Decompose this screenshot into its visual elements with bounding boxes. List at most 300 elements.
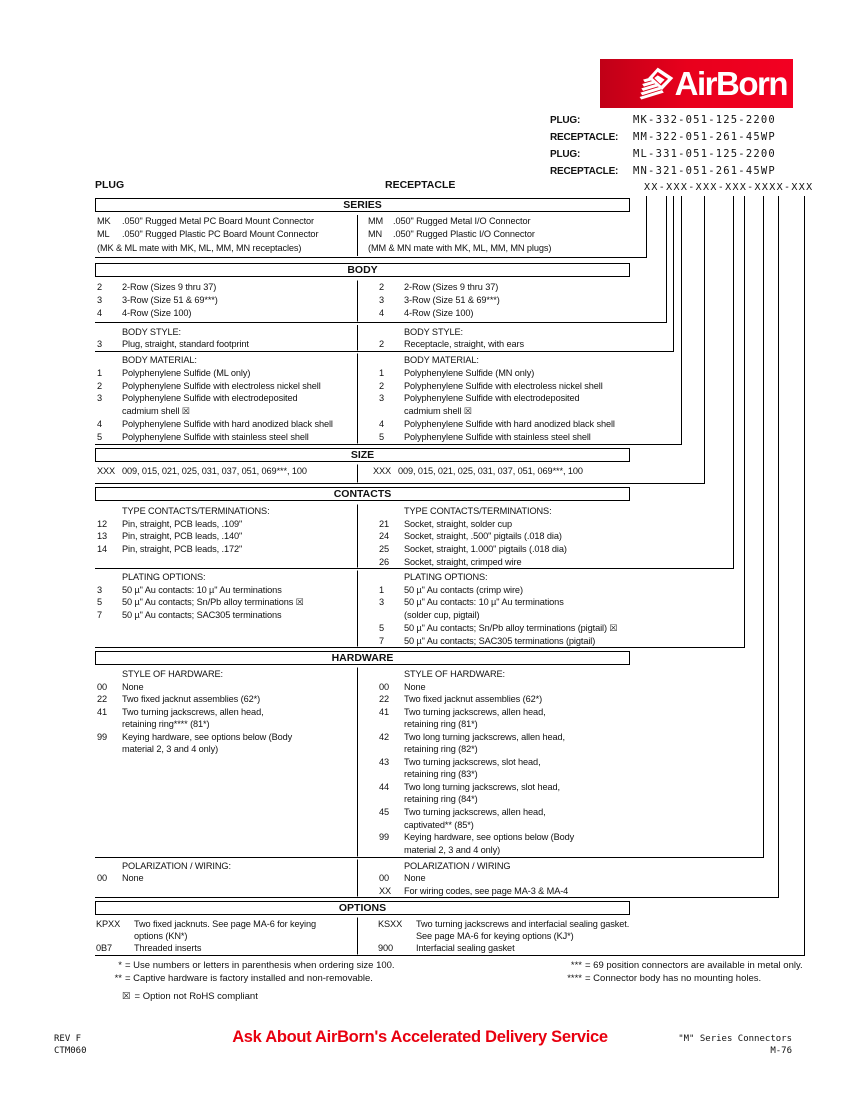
part-number-example-value: MN-321-051-261-45WP xyxy=(633,165,776,177)
option-text: Polyphenylene Sulfide with electrodeposited xyxy=(404,393,580,404)
option-code: 12 xyxy=(97,518,108,529)
option-text: retaining ring (81*) xyxy=(404,719,478,730)
contact-type-row xyxy=(97,530,357,543)
option-text: options (KN*) xyxy=(134,931,188,942)
part-number-example-row xyxy=(550,165,776,182)
part-number-example-label: RECEPTACLE: xyxy=(550,166,619,177)
hardware-row xyxy=(379,781,630,794)
option-text: retaining ring**** (81*) xyxy=(122,719,210,730)
plating-row xyxy=(379,635,630,648)
option-code: 2 xyxy=(97,282,103,292)
hardware-row xyxy=(379,743,630,756)
body-material-receptacle-column xyxy=(357,354,630,443)
series-row xyxy=(368,228,630,241)
option-text: .050" Rugged Plastic I/O Connector xyxy=(393,229,535,240)
plating-row xyxy=(97,596,357,609)
option-text: 2-Row (Sizes 9 thru 37) xyxy=(122,282,217,292)
airborn-logo-mark-icon xyxy=(637,65,675,103)
contacts-type-receptacle-column xyxy=(357,505,630,567)
options-band xyxy=(95,916,630,954)
option-code xyxy=(97,718,122,731)
option-text: Two fixed jacknut assemblies (62*) xyxy=(404,694,543,705)
option-code: 3 xyxy=(379,295,385,305)
option-text: Polyphenylene Sulfide with stainless steel shell xyxy=(404,431,591,442)
body-material-plug-column xyxy=(95,354,357,443)
option-code xyxy=(378,930,416,942)
size-plug-column xyxy=(95,465,357,482)
footer-tagline: Ask About AirBorn's Accelerated Delivery Service xyxy=(232,1028,608,1046)
series-row xyxy=(97,215,357,228)
body-material-row xyxy=(379,418,630,431)
contacts-type-band xyxy=(95,503,630,567)
option-text: Polyphenylene Sulfide with electroless nickel shell xyxy=(122,380,321,391)
option-text: captivated** (85*) xyxy=(404,819,474,830)
option-text: Plug, straight, standard footprint xyxy=(122,339,249,349)
option-code: 5 xyxy=(97,431,103,442)
polarization-plug-column xyxy=(95,860,357,896)
plating-receptacle-column xyxy=(357,571,630,646)
option-code: MM xyxy=(368,216,384,226)
option-text: None xyxy=(122,873,144,884)
option-text: material 2, 3 and 4 only) xyxy=(404,844,501,855)
option-text: 009, 015, 021, 025, 031, 037, 051, 069***, 100 xyxy=(398,466,583,476)
option-text: 50 µ" Au contacts; SAC305 terminations (pigtail) xyxy=(404,635,596,646)
option-text: retaining ring (82*) xyxy=(404,744,478,755)
section-title-hardware: HARDWARE xyxy=(95,651,630,665)
option-code: 00 xyxy=(97,873,108,884)
option-text: Pin, straight, PCB leads, .172" xyxy=(122,544,243,555)
footnote xyxy=(552,972,803,985)
option-text: 50 µ" Au contacts; Sn/Pb alloy terminations ☒ xyxy=(122,597,304,608)
option-code: 45 xyxy=(379,807,390,818)
series-row xyxy=(368,215,630,228)
footnote xyxy=(552,959,803,972)
contact-type-row xyxy=(97,543,357,556)
series-receptacle-column xyxy=(357,215,630,257)
option-code: 7 xyxy=(97,610,103,621)
option-text: Keying hardware, see options below (Body xyxy=(122,731,293,742)
option-code: 3 xyxy=(379,597,385,608)
option-code: 00 xyxy=(379,681,390,692)
option-code: XXX xyxy=(97,466,116,476)
subsection-heading: PLATING OPTIONS: xyxy=(122,572,206,582)
plating-plug-column xyxy=(95,571,357,646)
option-code: 2 xyxy=(379,380,385,391)
plating-row xyxy=(379,584,630,597)
body-style-row xyxy=(97,338,357,350)
option-code: 42 xyxy=(379,731,390,742)
option-code: KPXX xyxy=(96,919,121,929)
option-text: cadmium shell ☒ xyxy=(122,406,191,417)
polarization-row xyxy=(379,885,630,897)
option-text: .050" Rugged Plastic PC Board Mount Connector xyxy=(122,229,319,240)
option-text: Socket, straight, .500" pigtails (.018 dia) xyxy=(404,531,562,542)
option-text: Pin, straight, PCB leads, .140" xyxy=(122,531,243,542)
hardware-row xyxy=(379,731,630,744)
footnotes-right xyxy=(552,959,803,985)
options-row xyxy=(378,942,630,954)
plating-row xyxy=(97,584,357,597)
option-text: Receptacle, straight, with ears xyxy=(404,339,524,349)
polarization-band xyxy=(95,858,630,896)
plug-column-header: PLUG xyxy=(95,179,125,191)
option-text: 3-Row (Size 51 & 69***) xyxy=(404,295,500,305)
options-plug-column xyxy=(95,918,357,954)
part-number-example-value: ML-331-051-125-2200 xyxy=(633,148,776,160)
options-row xyxy=(378,918,630,930)
hardware-row xyxy=(379,793,630,806)
option-code xyxy=(97,405,122,418)
series-row xyxy=(97,228,357,241)
option-code: 1 xyxy=(379,367,385,378)
footnote-marker: *** xyxy=(570,960,582,971)
option-text: 50 µ" Au contacts; Sn/Pb alloy terminations (pigtail) ☒ xyxy=(404,622,618,633)
body-row xyxy=(97,281,357,294)
subsection-heading: BODY STYLE: xyxy=(404,327,463,337)
polarization-row xyxy=(379,872,630,884)
size-receptacle-column xyxy=(357,465,630,482)
footnote-marker: ** xyxy=(114,973,122,984)
subsection-heading: TYPE CONTACTS/TERMINATIONS: xyxy=(404,506,552,516)
polarization-receptacle-column xyxy=(357,860,630,896)
option-text: Keying hardware, see options below (Body xyxy=(404,832,575,843)
boxed-x-icon: ☒ xyxy=(122,991,131,1002)
hardware-row xyxy=(379,819,630,832)
part-number-example-row xyxy=(550,131,776,148)
body-style-plug-column xyxy=(95,326,357,350)
contact-type-row xyxy=(379,518,630,531)
hardware-row xyxy=(379,681,630,694)
option-code: 41 xyxy=(379,706,390,717)
option-text: Threaded inserts xyxy=(134,943,202,954)
option-code: XX xyxy=(379,885,392,896)
body-style-band xyxy=(95,324,630,350)
option-text: Polyphenylene Sulfide with hard anodized black shell xyxy=(404,418,615,429)
option-text: None xyxy=(122,681,144,692)
option-code: 1 xyxy=(97,367,103,378)
options-row xyxy=(96,942,357,954)
part-number-example-label: PLUG: xyxy=(550,115,581,126)
option-text: Two long turning jackscrews, allen head, xyxy=(404,731,565,742)
option-code: 00 xyxy=(97,681,108,692)
hardware-row xyxy=(379,768,630,781)
option-code: XXX xyxy=(373,466,392,476)
part-number-example-value: MM-322-051-261-45WP xyxy=(633,131,776,143)
hardware-row xyxy=(97,718,357,731)
hardware-row xyxy=(379,693,630,706)
hardware-plug-column xyxy=(95,668,357,856)
option-code: MK xyxy=(97,216,111,226)
subsection-heading: STYLE OF HARDWARE: xyxy=(404,669,505,679)
option-text: Polyphenylene Sulfide with electrodeposited xyxy=(122,393,298,404)
hardware-row xyxy=(379,844,630,857)
option-text: Two long turning jackscrews, slot head, xyxy=(404,781,560,792)
body-material-row xyxy=(379,367,630,380)
footer-revision: REV F xyxy=(54,1034,82,1044)
option-code xyxy=(379,793,404,806)
body-row xyxy=(379,307,630,320)
series-plug-note: (MK & ML mate with MK, ML, MM, MN receptacles) xyxy=(97,242,302,253)
body-material-row xyxy=(97,392,357,405)
body-style-row xyxy=(379,338,630,350)
plating-row xyxy=(379,622,630,635)
body-rows-receptacle-column xyxy=(357,281,630,322)
footer-series-block xyxy=(678,1034,792,1057)
option-code: 21 xyxy=(379,518,390,529)
option-text: Socket, straight, solder cup xyxy=(404,518,513,529)
option-text: Two turning jackscrews and interfacial sealing gasket. xyxy=(416,919,630,929)
plating-row xyxy=(379,609,630,622)
option-code: 2 xyxy=(97,380,103,391)
footnote xyxy=(96,972,395,985)
body-rows-plug-column xyxy=(95,281,357,322)
airborn-logo-text: AirBorn xyxy=(674,65,787,102)
option-text: Interfacial sealing gasket xyxy=(416,943,515,954)
option-code xyxy=(379,718,404,731)
option-code: 13 xyxy=(97,531,108,542)
option-text: Two turning jackscrews, allen head, xyxy=(404,807,546,818)
part-number-example-row xyxy=(550,148,776,165)
option-text: Socket, straight, 1.000" pigtails (.018 dia) xyxy=(404,544,567,555)
option-code: 4 xyxy=(379,308,385,318)
option-text: cadmium shell ☒ xyxy=(404,406,473,417)
option-code: 2 xyxy=(379,339,385,349)
option-code xyxy=(379,819,404,832)
rohs-footnote xyxy=(122,991,258,1002)
part-number-example-row xyxy=(550,114,776,131)
body-row xyxy=(97,307,357,320)
option-text: 50 µ" Au contacts: 10 µ" Au terminations xyxy=(404,597,564,608)
option-code: 00 xyxy=(379,873,390,884)
footnote-marker: **** xyxy=(567,973,582,984)
plating-band xyxy=(95,569,630,646)
option-text: retaining ring (84*) xyxy=(404,794,478,805)
option-code: 900 xyxy=(378,943,394,954)
option-text: 4-Row (Size 100) xyxy=(404,308,474,318)
series-band xyxy=(95,213,630,257)
footer-series-name: "M" Series Connectors xyxy=(678,1034,792,1044)
option-code: MN xyxy=(368,229,383,240)
footnote-marker: * xyxy=(118,960,122,971)
option-code: 3 xyxy=(97,393,103,404)
footer-page-number: M-76 xyxy=(770,1045,792,1056)
contact-type-row xyxy=(379,543,630,556)
plating-row xyxy=(97,609,357,622)
contact-type-row xyxy=(97,518,357,531)
footnotes-left xyxy=(96,959,395,985)
option-text: 2-Row (Sizes 9 thru 37) xyxy=(404,282,499,292)
hardware-row xyxy=(97,731,357,744)
option-code: 99 xyxy=(97,731,108,742)
option-text: material 2, 3 and 4 only) xyxy=(122,744,219,755)
option-text: (solder cup, pigtail) xyxy=(404,610,480,621)
option-text: 3-Row (Size 51 & 69***) xyxy=(122,295,218,305)
option-text: .050" Rugged Metal PC Board Mount Connector xyxy=(122,216,315,226)
subsection-heading: STYLE OF HARDWARE: xyxy=(122,669,223,679)
hardware-row xyxy=(379,831,630,844)
part-number-examples xyxy=(550,114,776,182)
option-code: 43 xyxy=(379,756,390,767)
option-text: For wiring codes, see page MA-3 & MA-4 xyxy=(404,885,569,896)
option-code: 41 xyxy=(97,706,108,717)
options-receptacle-column xyxy=(357,918,630,954)
option-text: .050" Rugged Metal I/O Connector xyxy=(393,216,531,226)
option-code xyxy=(379,844,404,857)
body-row xyxy=(379,294,630,307)
footnote-text: = Captive hardware is factory installed and non-removable. xyxy=(125,973,373,984)
body-row xyxy=(97,294,357,307)
airborn-logo xyxy=(600,59,793,108)
section-title-options: OPTIONS xyxy=(95,901,630,915)
option-code: 4 xyxy=(97,418,103,429)
options-row xyxy=(378,930,630,942)
option-text: Polyphenylene Sulfide with hard anodized black shell xyxy=(122,418,333,429)
body-material-row xyxy=(379,380,630,393)
option-code: 22 xyxy=(97,694,108,705)
option-code: KSXX xyxy=(378,919,403,929)
body-material-row xyxy=(97,431,357,444)
option-code xyxy=(379,743,404,756)
part-number-mask: XX-XXX-XXX-XXX-XXXX-XXX xyxy=(644,182,814,193)
section-title-body: BODY xyxy=(95,263,630,277)
option-text: None xyxy=(404,681,426,692)
option-code: 7 xyxy=(379,635,385,646)
option-code: 26 xyxy=(379,556,390,567)
option-code: 99 xyxy=(379,832,390,843)
body-material-row xyxy=(379,405,630,418)
body-material-row xyxy=(379,392,630,405)
contacts-type-plug-column xyxy=(95,505,357,567)
option-code: 5 xyxy=(379,431,385,442)
hardware-receptacle-column xyxy=(357,668,630,856)
contact-type-row xyxy=(379,556,630,569)
option-text: Polyphenylene Sulfide with stainless steel shell xyxy=(122,431,309,442)
hardware-style-band xyxy=(95,666,630,856)
body-material-row xyxy=(97,418,357,431)
receptacle-column-header: RECEPTACLE xyxy=(385,179,456,191)
hardware-row xyxy=(379,706,630,719)
body-material-row xyxy=(379,431,630,444)
footnote-text: = Use numbers or letters in parenthesis when ordering size 100. xyxy=(125,960,395,971)
option-code: 1 xyxy=(379,584,385,595)
option-code: ML xyxy=(97,229,110,240)
footnote-text: = Connector body has no mounting holes. xyxy=(585,973,762,984)
part-number-example-label: RECEPTACLE: xyxy=(550,132,619,143)
option-code: 24 xyxy=(379,531,390,542)
option-code: 5 xyxy=(97,597,103,608)
hardware-row xyxy=(97,706,357,719)
option-code: 3 xyxy=(379,393,385,404)
option-code: 4 xyxy=(379,418,385,429)
option-text: Polyphenylene Sulfide with electroless nickel shell xyxy=(404,380,603,391)
series-receptacle-note: (MM & MN mate with MK, ML, MM, MN plugs) xyxy=(368,242,552,253)
body-rows-band xyxy=(95,279,630,322)
option-code: 44 xyxy=(379,781,390,792)
option-code: 3 xyxy=(97,295,103,305)
option-text: Two turning jackscrews, slot head, xyxy=(404,756,541,767)
option-code: 4 xyxy=(97,308,103,318)
option-text: Polyphenylene Sulfide (MN only) xyxy=(404,367,535,378)
option-code xyxy=(96,930,134,942)
option-code: 3 xyxy=(97,584,103,595)
body-material-row xyxy=(97,405,357,418)
option-code: 22 xyxy=(379,694,390,705)
option-text: See page MA-6 for keying options (KJ*) xyxy=(416,931,574,942)
subsection-heading: TYPE CONTACTS/TERMINATIONS: xyxy=(122,506,270,516)
footnote xyxy=(96,959,395,972)
rohs-footnote-text: = Option not RoHS compliant xyxy=(134,991,258,1002)
subsection-heading: BODY STYLE: xyxy=(122,327,181,337)
option-code xyxy=(379,768,404,781)
footer-doc-number: CTM060 xyxy=(54,1045,87,1056)
hardware-row xyxy=(379,806,630,819)
option-code xyxy=(379,609,404,622)
hardware-row xyxy=(97,681,357,694)
section-title-size: SIZE xyxy=(95,448,630,462)
option-text: 4-Row (Size 100) xyxy=(122,308,192,318)
body-material-band xyxy=(95,352,630,443)
hardware-row xyxy=(379,756,630,769)
size-row xyxy=(97,465,357,478)
subsection-heading: PLATING OPTIONS: xyxy=(404,572,488,582)
size-row xyxy=(373,465,630,478)
option-code xyxy=(379,405,404,418)
option-code: 25 xyxy=(379,544,390,555)
section-title-contacts: CONTACTS xyxy=(95,487,630,501)
option-code: 5 xyxy=(379,622,385,633)
body-row xyxy=(379,281,630,294)
hardware-row xyxy=(97,693,357,706)
subsection-heading: BODY MATERIAL: xyxy=(122,355,197,365)
subsection-heading: POLARIZATION / WIRING: xyxy=(122,861,231,871)
option-text: 009, 015, 021, 025, 031, 037, 051, 069***, 100 xyxy=(122,466,307,476)
option-code xyxy=(97,743,122,756)
option-text: None xyxy=(404,873,426,884)
options-row xyxy=(96,930,357,942)
option-text: Two fixed jacknuts. See page MA-6 for keying xyxy=(134,919,316,929)
body-material-row xyxy=(97,380,357,393)
option-code: 3 xyxy=(97,339,103,349)
option-text: Two turning jackscrews, allen head, xyxy=(404,706,546,717)
subsection-heading: POLARIZATION / WIRING xyxy=(404,861,511,871)
size-band xyxy=(95,463,630,482)
hardware-row xyxy=(379,718,630,731)
option-code: 2 xyxy=(379,282,385,292)
polarization-row xyxy=(97,872,357,884)
series-plug-column xyxy=(95,215,357,257)
option-text: Polyphenylene Sulfide (ML only) xyxy=(122,367,251,378)
section-title-series: SERIES xyxy=(95,198,630,212)
part-number-example-label: PLUG: xyxy=(550,149,581,160)
option-code: 0B7 xyxy=(96,943,113,954)
option-text: Two fixed jacknut assemblies (62*) xyxy=(122,694,261,705)
option-text: 50 µ" Au contacts (crimp wire) xyxy=(404,584,523,595)
option-text: Socket, straight, crimped wire xyxy=(404,556,522,567)
plating-row xyxy=(379,596,630,609)
option-text: 50 µ" Au contacts: 10 µ" Au terminations xyxy=(122,584,282,595)
footnote-text: = 69 position connectors are available in metal only. xyxy=(585,960,803,971)
option-text: Two turning jackscrews, allen head, xyxy=(122,706,264,717)
option-text: 50 µ" Au contacts; SAC305 terminations xyxy=(122,610,282,621)
body-material-row xyxy=(97,367,357,380)
option-code: 14 xyxy=(97,544,108,555)
body-style-receptacle-column xyxy=(357,326,630,350)
option-text: retaining ring (83*) xyxy=(404,769,478,780)
part-number-example-value: MK-332-051-125-2200 xyxy=(633,114,776,126)
contact-type-row xyxy=(379,530,630,543)
subsection-heading: BODY MATERIAL: xyxy=(404,355,479,365)
hardware-row xyxy=(97,743,357,756)
